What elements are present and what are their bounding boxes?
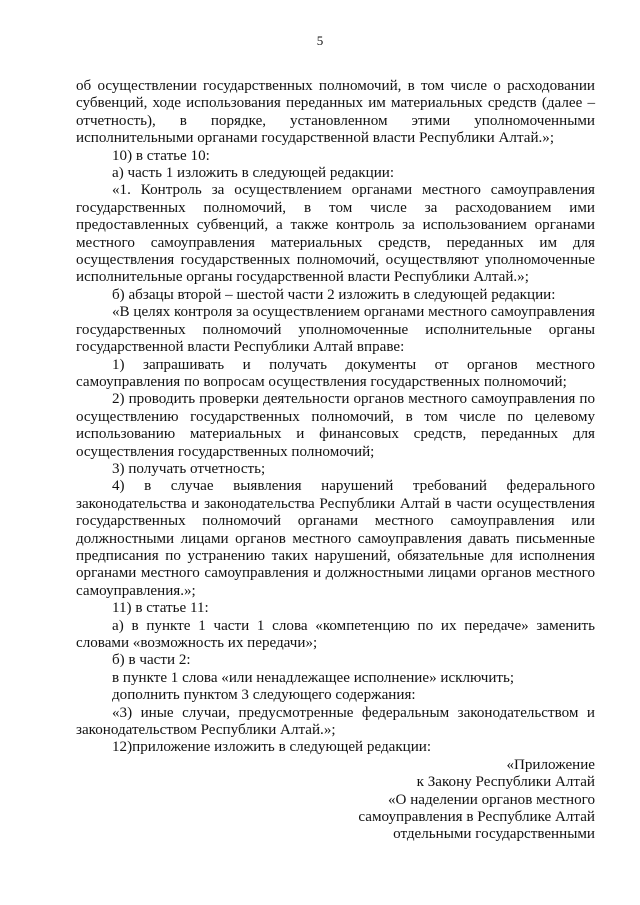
paragraph-item-10a: а) часть 1 изложить в следующей редакции: <box>112 165 395 182</box>
paragraph-item-11b: б) в части 2: <box>112 652 191 669</box>
document-body <box>76 78 595 844</box>
paragraph-item-11a: а) в пункте 1 части 1 слова «компетенцию по их передаче» заменить словами «возможность их передачи»; <box>76 617 595 651</box>
paragraph-quote-control: «1. Контроль за осуществлением органами местного самоуправления государственных полномочий, в том числе за расходованием ими предоставленных субвенций, а также контроль за использованием органами местного самоуправления материальных средств, переданных им для осуществления государственных полномочий, осуществляют уполномоченные исполнительные органы государственной власти Республики Алтай.»; <box>76 182 595 286</box>
paragraph-subitem-4: 4) в случае выявления нарушений требований федерального законодательства и законодательства Республики Алтай в части осуществления государственных полномочий органами местного самоуправления или должностными лицами органов местного самоуправления давать письменные предписания по устранению таких нарушений, обязательные для исполнения органами местного самоуправления и должностными лицами органов местного самоуправления.»; <box>76 478 595 599</box>
annex-heading-line-1: «Приложение <box>506 756 595 773</box>
paragraph-add-point-3: дополнить пунктом 3 следующего содержания: <box>112 687 416 704</box>
paragraph-item-12: 12)приложение изложить в следующей редакции: <box>112 739 432 756</box>
paragraph-subitem-3: 3) получать отчетность; <box>112 460 266 477</box>
paragraph-quote-purpose: «В целях контроля за осуществлением органами местного самоуправления государственных полномочий уполномоченные исполнительные органы государственной власти Республики Алтай вправе: <box>76 304 595 356</box>
paragraph-item-11: 11) в статье 11: <box>112 600 209 617</box>
paragraph-item-10: 10) в статье 10: <box>112 147 210 164</box>
paragraph-subitem-2: 2) проводить проверки деятельности органов местного самоуправления по осуществлению государственных полномочий, в том числе по целевому использованию материальных и финансовых средств, переданных для осуществления государственных полномочий; <box>76 391 595 460</box>
annex-heading-line-3: «О наделении органов местного <box>387 791 595 808</box>
paragraph-item-10b: б) абзацы второй – шестой части 2 изложить в следующей редакции: <box>112 286 556 303</box>
annex-heading-line-2: к Закону Республики Алтай <box>416 774 595 791</box>
annex-heading-line-4: самоуправления в Республике Алтай <box>358 809 595 826</box>
paragraph-point-1-exclude: в пункте 1 слова «или ненадлежащее исполнение» исключить; <box>112 669 515 686</box>
page-number: 5 <box>316 33 324 48</box>
paragraph-continuation: об осуществлении государственных полномочий, в том числе о расходовании субвенций, ходе использования переданных им материальных средств (далее – отчетность), в порядке, установленном этими уполномоченными исполнительными органами государственной власти Республики Алтай.»; <box>76 78 595 147</box>
annex-heading-line-5: отдельными государственными <box>393 826 595 843</box>
paragraph-subitem-1: 1) запрашивать и получать документы от органов местного самоуправления по вопросам осуществления государственных полномочий; <box>76 356 595 390</box>
paragraph-quote-point-3: «3) иные случаи, предусмотренные федеральным законодательством и законодательством Республики Алтай.»; <box>76 704 595 739</box>
